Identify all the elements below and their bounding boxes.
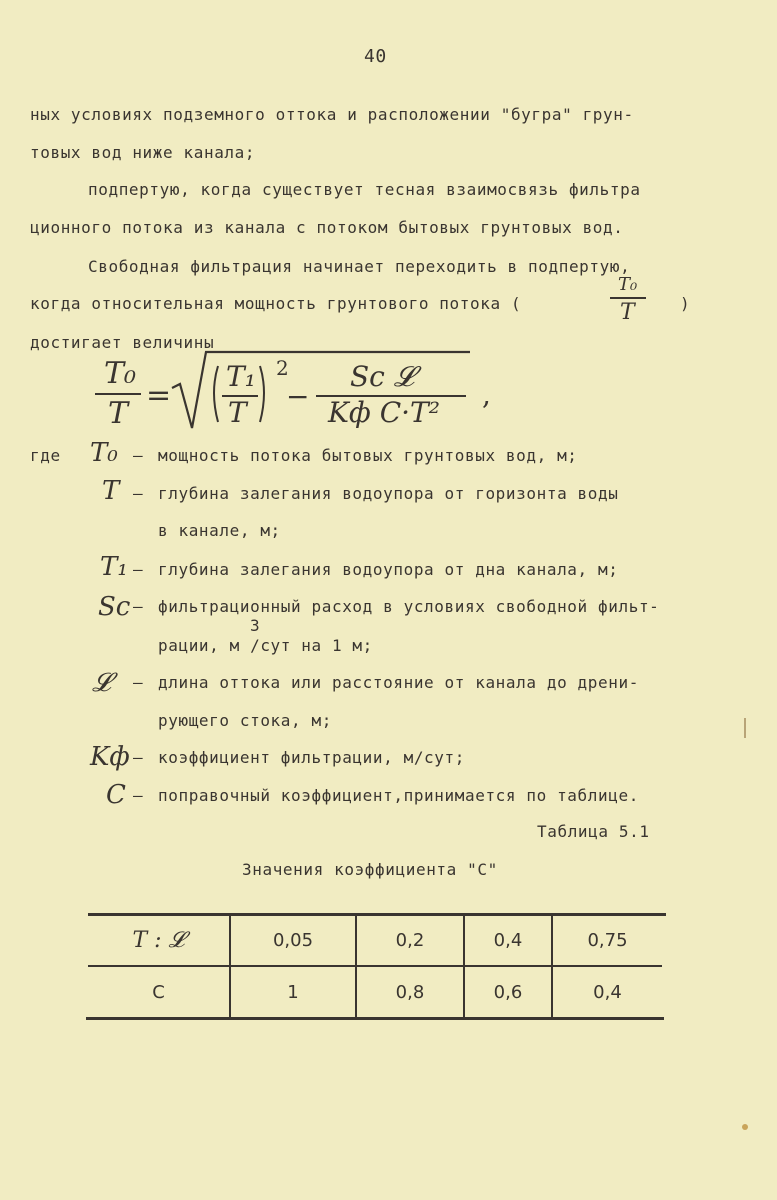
- paragraph-line: достигает величины: [30, 333, 215, 352]
- paragraph-line: когда относительная мощность грунтового потока (: [30, 294, 522, 313]
- paragraph-paren: ): [680, 294, 691, 313]
- table-cell: 0,6: [464, 966, 552, 1017]
- formula-minus: −: [286, 380, 310, 413]
- table-header-cell: 0,75: [552, 915, 662, 966]
- definition-symbol: C: [106, 780, 126, 810]
- paragraph-line: подпертую, когда существует тесная взаимосвязь фильтра: [88, 180, 641, 199]
- table-title: Значения коэффициента "С": [242, 860, 498, 879]
- formula-equals: =: [146, 378, 172, 413]
- definition-text: глубина залегания водоупора от горизонта воды: [158, 484, 619, 503]
- formula-comma: ,: [482, 378, 491, 411]
- definition-text: рующего стока, м;: [158, 711, 332, 730]
- definition-dash: –: [133, 597, 143, 616]
- definition-text: рации, м /сут на 1 м;: [158, 636, 373, 655]
- definition-dash: –: [133, 786, 143, 805]
- definition-dash: –: [133, 484, 143, 503]
- formula-inner-numerator: T₁: [226, 360, 256, 393]
- formula-frac2-denominator: Kф C·T²: [328, 396, 440, 429]
- table-header-cell: 0,05: [230, 915, 356, 966]
- page-number: 40: [364, 46, 387, 67]
- definition-dash: –: [133, 673, 143, 692]
- inline-ratio-numerator: T₀: [618, 274, 638, 295]
- definition-text: в канале, м;: [158, 521, 281, 540]
- definition-symbol: Sc: [98, 592, 131, 622]
- paper-stain: [742, 1124, 748, 1130]
- coefficient-table: [88, 915, 662, 1017]
- definition-superscript: 3: [250, 616, 261, 635]
- table-header-row: [88, 915, 662, 966]
- inline-ratio-bar: [610, 297, 646, 299]
- table-header-cell: T : 𝓛: [88, 915, 230, 966]
- definition-text: длина оттока или расстояние от канала до дрени-: [158, 673, 639, 692]
- paragraph-line: ционного потока из канала с потоком бытовых грунтовых вод.: [30, 218, 624, 237]
- table-bottom-rule: [86, 1017, 664, 1020]
- formula-lhs-denominator: T: [108, 396, 129, 431]
- inline-ratio-denominator: T: [620, 300, 635, 325]
- definition-dash: –: [133, 748, 143, 767]
- formula-inner-denominator: T: [228, 396, 247, 429]
- definition-symbol: T: [102, 476, 120, 506]
- where-label: где: [30, 446, 61, 465]
- paragraph-line: Свободная фильтрация начинает переходить в подпертую,: [88, 257, 631, 276]
- definition-text: фильтрационный расход в условиях свободной фильт-: [158, 597, 660, 616]
- table-cell: C: [152, 981, 165, 1003]
- definition-text: глубина залегания водоупора от дна канала, м;: [158, 560, 619, 579]
- table-cell: 0,4: [552, 966, 662, 1017]
- definition-dash: –: [133, 446, 143, 465]
- definition-symbol: T₁: [100, 552, 128, 582]
- definition-symbol: Kф: [90, 742, 130, 772]
- paper-mark: [744, 718, 746, 738]
- definition-text: поправочный коэффициент,принимается по таблице.: [158, 786, 639, 805]
- table-header-cell: 0,2: [356, 915, 464, 966]
- formula-lhs-bar: [95, 393, 141, 395]
- formula-lhs-numerator: T₀: [104, 356, 137, 391]
- formula-power: 2: [276, 356, 289, 380]
- paragraph-line: ных условиях подземного оттока и расположении "бугра" грун-: [30, 105, 634, 124]
- table-cell: 1: [230, 966, 356, 1017]
- table-row: [88, 966, 662, 1017]
- table-number: Таблица 5.1: [537, 822, 650, 841]
- definition-text: мощность потока бытовых грунтовых вод, м;: [158, 446, 578, 465]
- paragraph-line: товых вод ниже канала;: [30, 143, 256, 162]
- table-cell: 0,8: [356, 966, 464, 1017]
- definition-dash: –: [133, 560, 143, 579]
- formula-frac2-numerator: Sc 𝓛: [350, 360, 415, 393]
- definition-symbol: 𝓛: [92, 668, 111, 698]
- definition-text: коэффициент фильтрации, м/сут;: [158, 748, 465, 767]
- table-header-cell: 0,4: [464, 915, 552, 966]
- definition-symbol: T₀: [90, 438, 118, 468]
